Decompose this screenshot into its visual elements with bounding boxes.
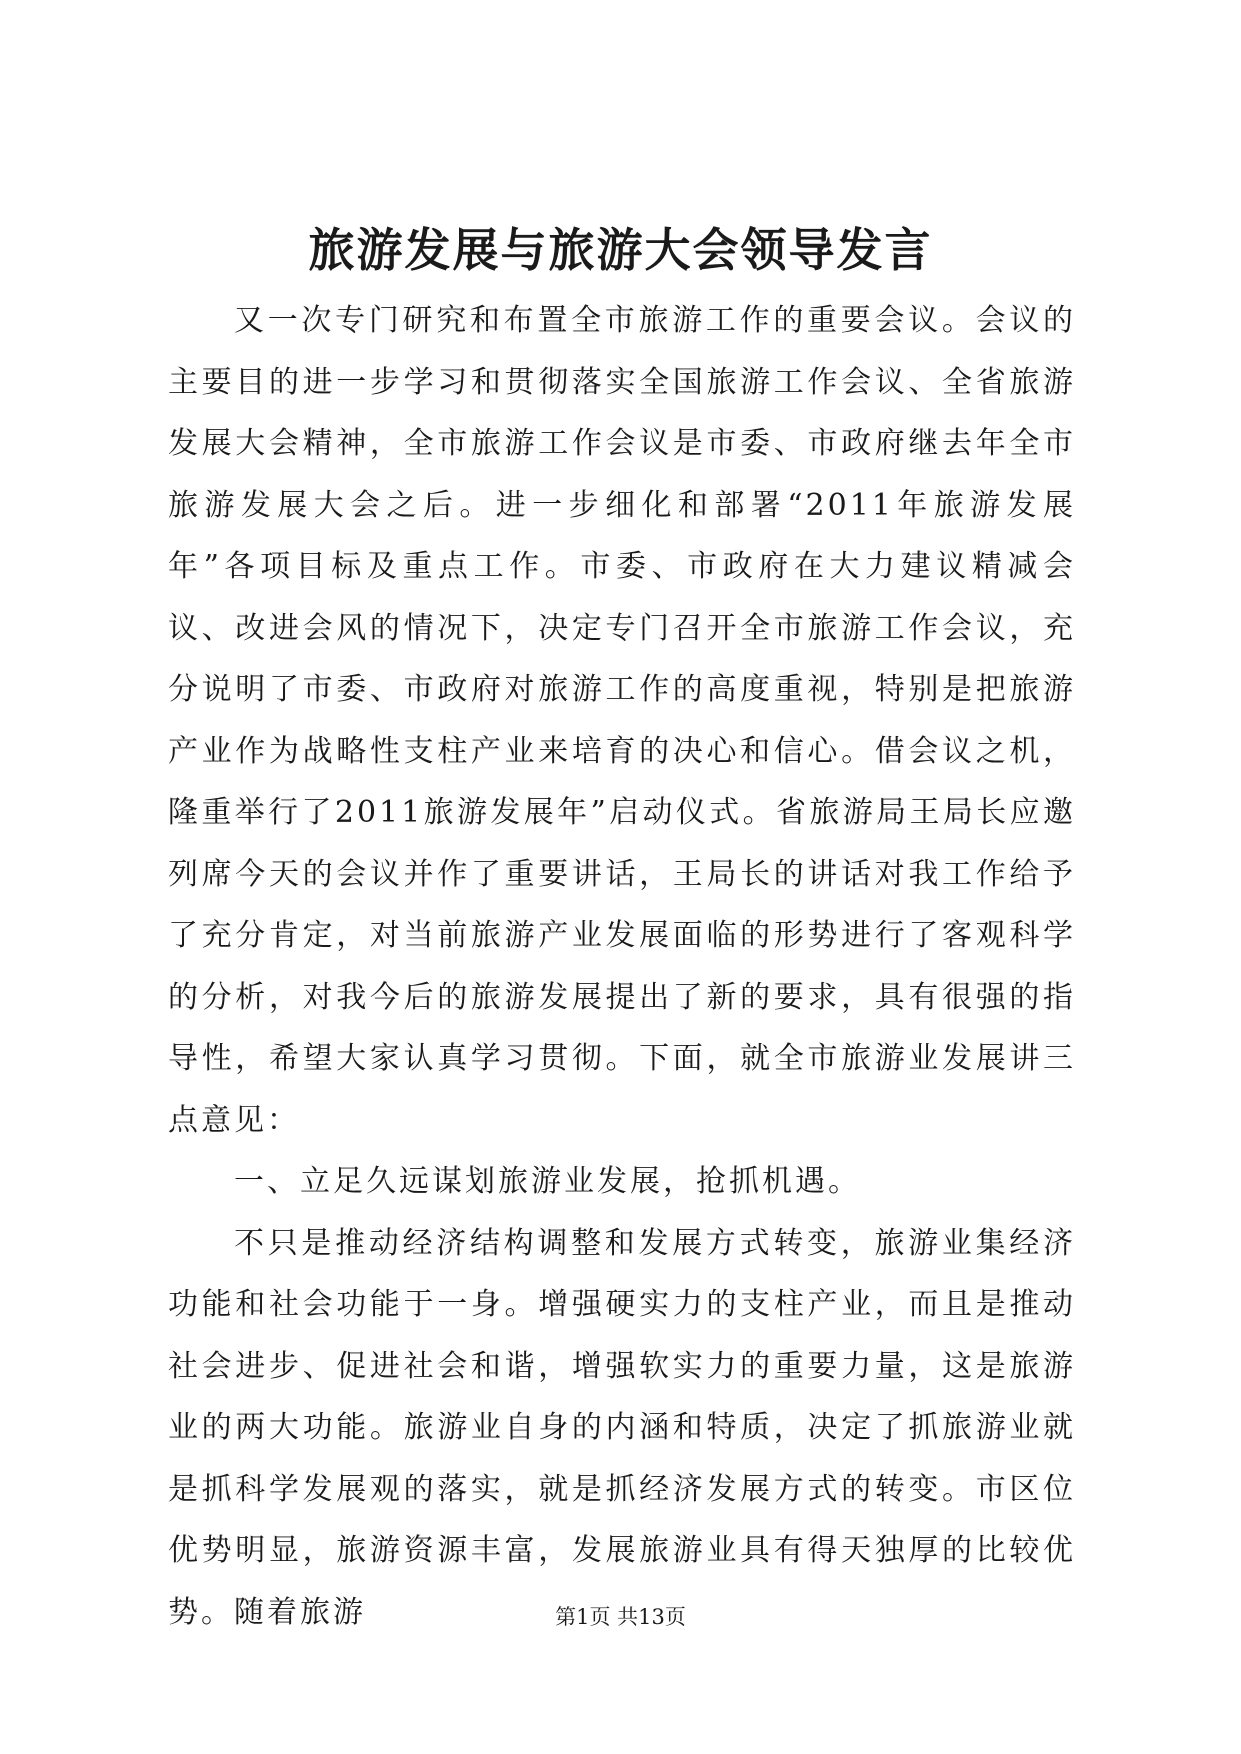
paragraph-intro: 又一次专门研究和布置全市旅游工作的重要会议。会议的主要目的进一步学习和贯彻落实全国旅游工作会议、全省旅游发展大会精神，全市旅游工作会议是市委、市政府继去年全市旅游发展大会之后。进一步细化和部署“2011年旅游发展年”各项目标及重点工作。市委、市政府在大力建议精减会议、改进会风的情况下，决定专门召开全市旅游工作会议，充分说明了市委、市政府对旅游工作的高度重视，特别是把旅游产业作为战略性支柱产业来培育的决心和信心。借会议之机，隆重举行了2011旅游发展年”启动仪式。省旅游局王局长应邀列席今天的会议并作了重要讲话，王局长的讲话对我工作给予了充分肯定，对当前旅游产业发展面临的形势进行了客观科学的分析，对我今后的旅游发展提出了新的要求，具有很强的指导性，希望大家认真学习贯彻。下面，就全市旅游业发展讲三点意见： xyxy=(168,303,1076,1138)
body-text xyxy=(168,290,1076,1643)
page-footer: 第1页 共13页 xyxy=(555,1605,686,1629)
section-heading-1: 一、立足久远谋划旅游业发展，抢抓机遇。 xyxy=(234,1164,861,1199)
page-title: 旅游发展与旅游大会领导发言 xyxy=(308,223,933,277)
paragraph-section-1: 不只是推动经济结构调整和发展方式转变，旅游业集经济功能和社会功能于一身。增强硬实力的支柱产业，而且是推动社会进步、促进社会和谐，增强软实力的重要力量，这是旅游业的两大功能。旅游业自身的内涵和特质，决定了抓旅游业就是抓科学发展观的落实，就是抓经济发展方式的转变。市区位优势明显，旅游资源丰富，发展旅游业具有得天独厚的比较优势。随着旅游 xyxy=(168,1225,1076,1630)
